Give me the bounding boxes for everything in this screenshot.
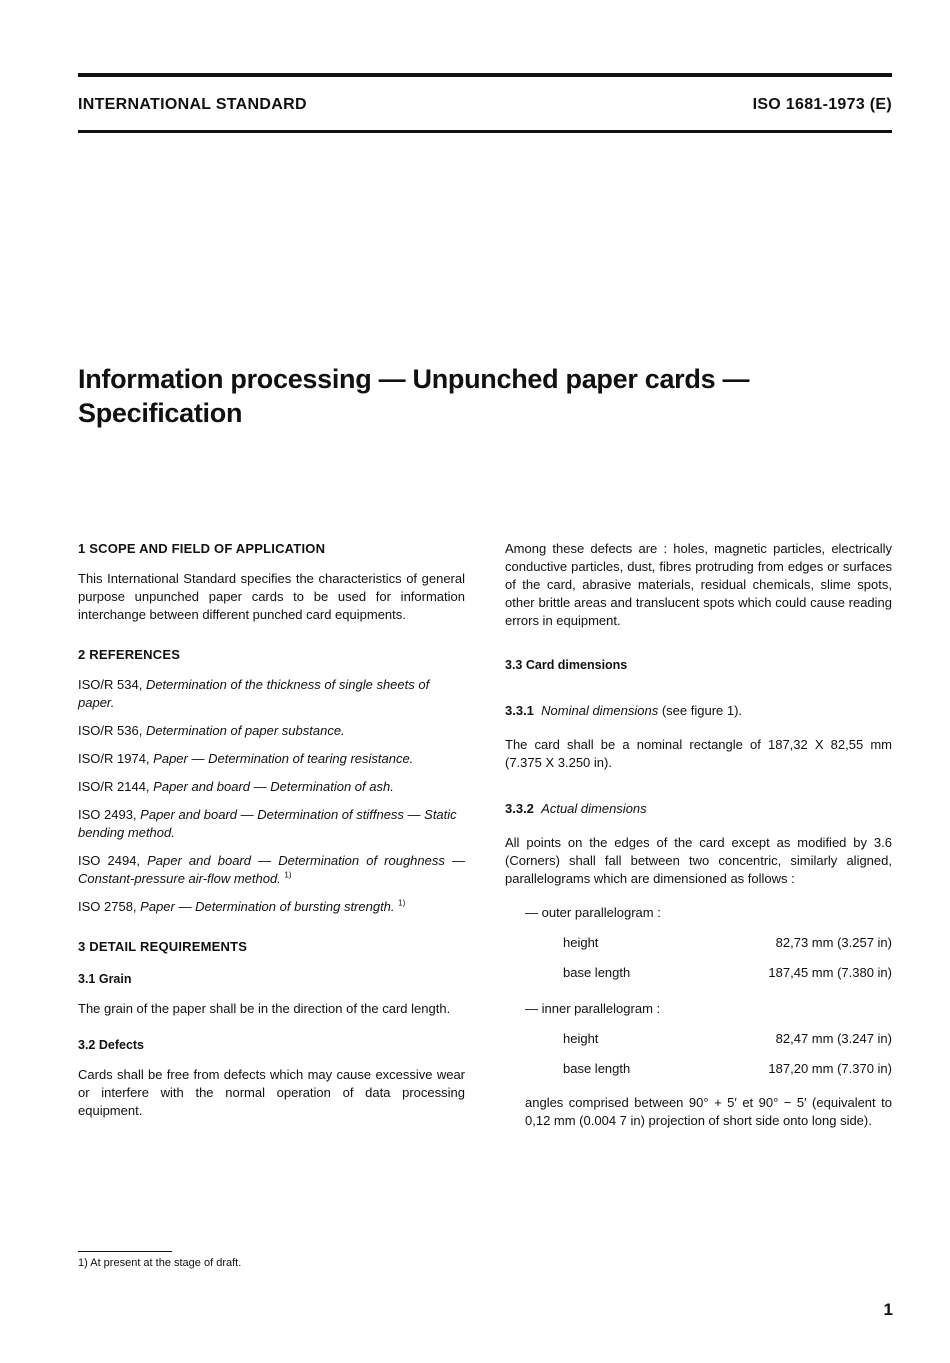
dimension-row: base length 187,20 mm (7.370 in) [563, 1061, 892, 1076]
footnote-rule [78, 1251, 172, 1252]
dimension-row: height 82,47 mm (3.247 in) [563, 1031, 892, 1046]
section-3-2-body: Cards shall be free from defects which may cause excessive wear or interfere with the normal operation of data processing equipment. [78, 1067, 465, 1118]
angles-tolerance-text: angles comprised between 90° + 5′ et 90° − 5′ (equivalent to 0,12 mm (0.004 7 in) projection of short side onto long side). [525, 1095, 892, 1128]
title-line-1: Information processing — Unpunched paper cards — [78, 364, 750, 394]
footnote-marker: 1) [284, 870, 292, 880]
section-3-1-body: The grain of the paper shall be in the direction of the card length. [78, 1001, 451, 1016]
document-type-label: INTERNATIONAL STANDARD [78, 96, 307, 113]
outer-parallelogram-label: — outer parallelogram : [525, 905, 661, 920]
section-3-3-2-heading: 3.3.2 Actual dimensions [505, 801, 647, 816]
section-3-3-2-body: All points on the edges of the card except as modified by 3.6 (Corners) shall fall between two concentric, similarly aligned, parallelograms which are dimensioned as follows : [505, 835, 892, 886]
standard-number: ISO 1681-1973 (E) [752, 96, 892, 113]
title-line-2: Specification [78, 398, 243, 428]
left-column [78, 540, 465, 1120]
section-3-3-heading: 3.3 Card dimensions [505, 658, 628, 672]
page-number: 1 [883, 1300, 893, 1319]
references-list [78, 676, 465, 916]
section-2-heading: 2 REFERENCES [78, 647, 181, 662]
footnote: 1) At present at the stage of draft. [78, 1257, 242, 1269]
reference-item: ISO 2758, Paper — Determination of bursting strength. $^{1)}$ [78, 898, 406, 914]
document-title [78, 362, 878, 430]
inner-parallelogram-label: — inner parallelogram : [525, 1001, 661, 1016]
section-1-heading: 1 SCOPE AND FIELD OF APPLICATION [78, 541, 326, 556]
dimension-row: base length 187,45 mm (7.380 in) [563, 965, 892, 980]
right-column [505, 540, 892, 1130]
section-3-1-heading: 3.1 Grain [78, 972, 132, 986]
header-bottom-rule [78, 130, 892, 133]
section-3-heading: 3 DETAIL REQUIREMENTS [78, 939, 248, 954]
section-3-3-1-body: The card shall be a nominal rectangle of 187,32 X 82,55 mm (7.375 X 3.250 in). [505, 737, 892, 770]
section-3-3-1-heading: 3.3.1 Nominal dimensions (see figure 1). [505, 703, 743, 718]
reference-item: ISO/R 534, Determination of the thickness of single sheets of paper. [78, 677, 430, 710]
reference-item: ISO 2493, Paper and board — Determination of stiffness — Static bending method. [78, 807, 457, 840]
reference-item: ISO 2494, Paper and board — Determination of roughness — Constant-pressure air-flow method. $^{1)}$ [78, 853, 465, 886]
section-3-2-continued: Among these defects are : holes, magnetic particles, electrically conductive particles, dust, fibres protruding from edges or surfaces of the card, abrasive materials, residual chemicals, slime spots, other brittle areas and translucent spots which could cause reading errors in equipment. [505, 541, 892, 628]
reference-item: ISO/R 2144, Paper and board — Determination of ash. [78, 779, 394, 794]
reference-item: ISO/R 536, Determination of paper substance. [78, 723, 345, 738]
section-3-2-heading: 3.2 Defects [78, 1038, 145, 1052]
dimension-row: height 82,73 mm (3.257 in) [563, 935, 892, 950]
header-top-rule [78, 73, 892, 77]
section-1-body: This International Standard specifies the characteristics of general purpose unpunched paper cards to be used for information interchange between different punched card equipments. [78, 571, 465, 622]
reference-item: ISO/R 1974, Paper — Determination of tearing resistance. [78, 751, 414, 766]
footnote-marker: 1) [398, 898, 406, 908]
